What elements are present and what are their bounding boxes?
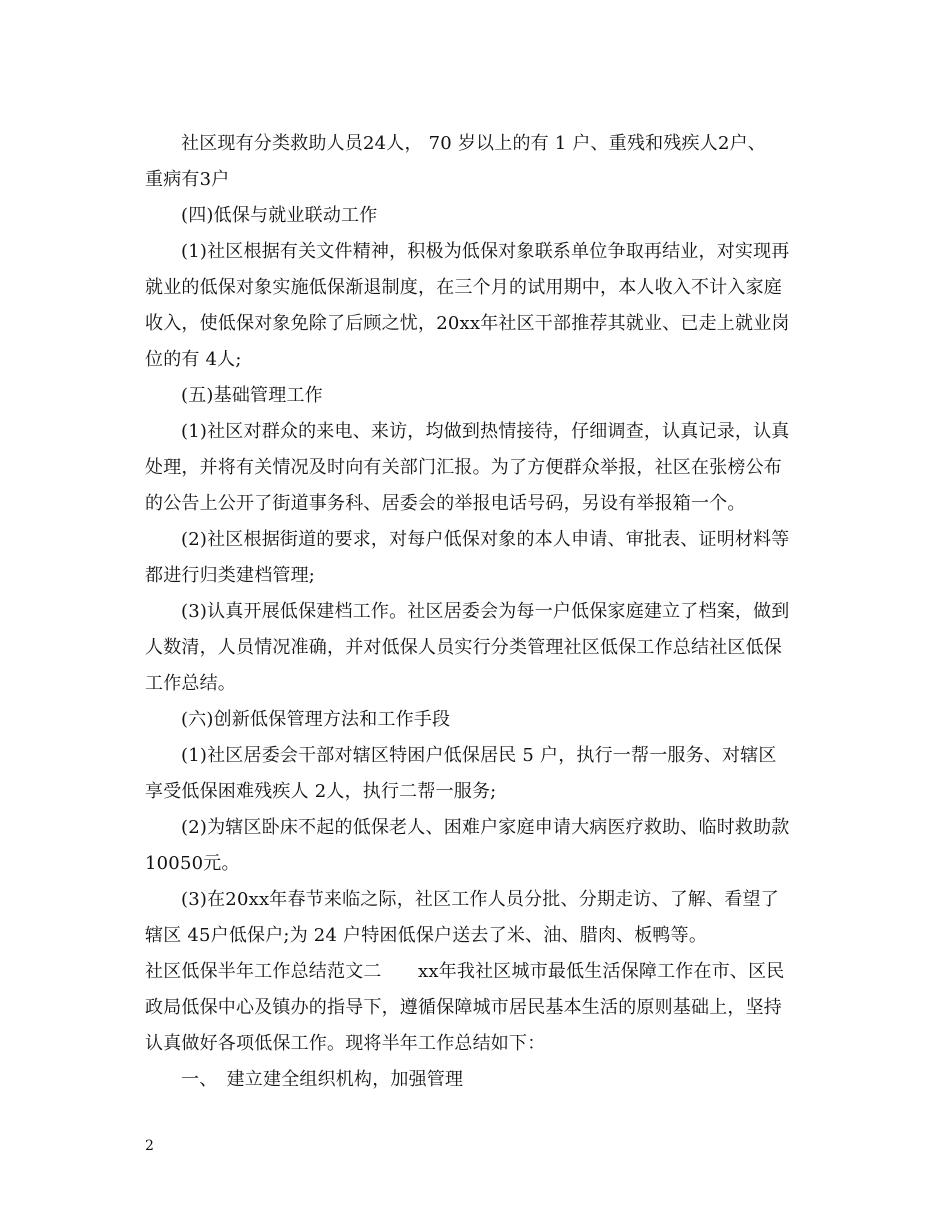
- body-text-line: 人数清，人员情况准确，并对低保人员实行分类管理社区低保工作总结社区低保: [145, 637, 782, 658]
- page-number: 2: [145, 1138, 154, 1154]
- section-heading: (六)创新低保管理方法和工作手段: [181, 709, 451, 730]
- section-heading: (五)基础管理工作: [181, 385, 323, 406]
- body-text-line: 政局低保中心及镇办的指导下，遵循保障城市居民基本生活的原则基础上，坚持: [145, 997, 782, 1018]
- section-heading: 一、 建立建全组织机构，加强管理: [181, 1069, 464, 1090]
- body-text-line: 位的有 4人;: [145, 349, 242, 370]
- body-text-line: 辖区 45户低保户;为 24 户特困低保户送去了米、油、腊肉、板鸭等。: [145, 925, 708, 946]
- body-text-line: 工作总结。: [145, 673, 236, 694]
- body-text-line: 10050元。: [145, 853, 240, 874]
- body-text-line: 认真做好各项低保工作。现将半年工作总结如下：: [145, 1033, 546, 1054]
- body-text-line: 收入，使低保对象免除了后顾之忧，20xx年社区干部推荐其就业、已走上就业岗: [145, 313, 790, 334]
- body-text-line: (1)社区根据有关文件精神，积极为低保对象联系单位争取再结业，对实现再: [181, 241, 790, 262]
- section-heading: (四)低保与就业联动工作: [181, 205, 378, 226]
- body-text-line: (1)社区居委会干部对辖区特困户低保居民 5 户，执行一帮一服务、对辖区: [181, 745, 777, 766]
- body-text-line: 社区现有分类救助人员24人， 70 岁以上的有 1 户、重残和残疾人2户、: [181, 133, 766, 154]
- body-text-line: (1)社区对群众的来电、来访，均做到热情接待，仔细调查，认真记录，认真: [181, 421, 790, 442]
- body-text-line: 的公告上公开了街道事务科、居委会的举报电话号码，另设有举报箱一个。: [145, 493, 746, 514]
- body-text-line: 社区低保半年工作总结范文二 xx年我社区城市最低生活保障工作在市、区民: [145, 961, 785, 982]
- body-text-line: (2)为辖区卧床不起的低保老人、困难户家庭申请大病医疗救助、临时救助款: [181, 817, 790, 838]
- body-text-line: (3)在20xx年春节来临之际，社区工作人员分批、分期走访、了解、看望了: [181, 889, 779, 910]
- body-text-line: 就业的低保对象实施低保渐退制度，在三个月的试用期中，本人收入不计入家庭: [145, 277, 782, 298]
- body-text-line: 处理，并将有关情况及时向有关部门汇报。为了方便群众举报，社区在张榜公布: [145, 457, 782, 478]
- body-text-line: 重病有3户: [145, 169, 230, 190]
- body-text-line: 都进行归类建档管理;: [145, 565, 316, 586]
- body-text-line: (2)社区根据街道的要求，对每户低保对象的本人申请、审批表、证明材料等: [181, 529, 790, 550]
- body-text-line: (3)认真开展低保建档工作。社区居委会为每一户低保家庭建立了档案，做到: [181, 601, 790, 622]
- body-text-line: 享受低保困难残疾人 2人，执行二帮一服务;: [145, 781, 497, 802]
